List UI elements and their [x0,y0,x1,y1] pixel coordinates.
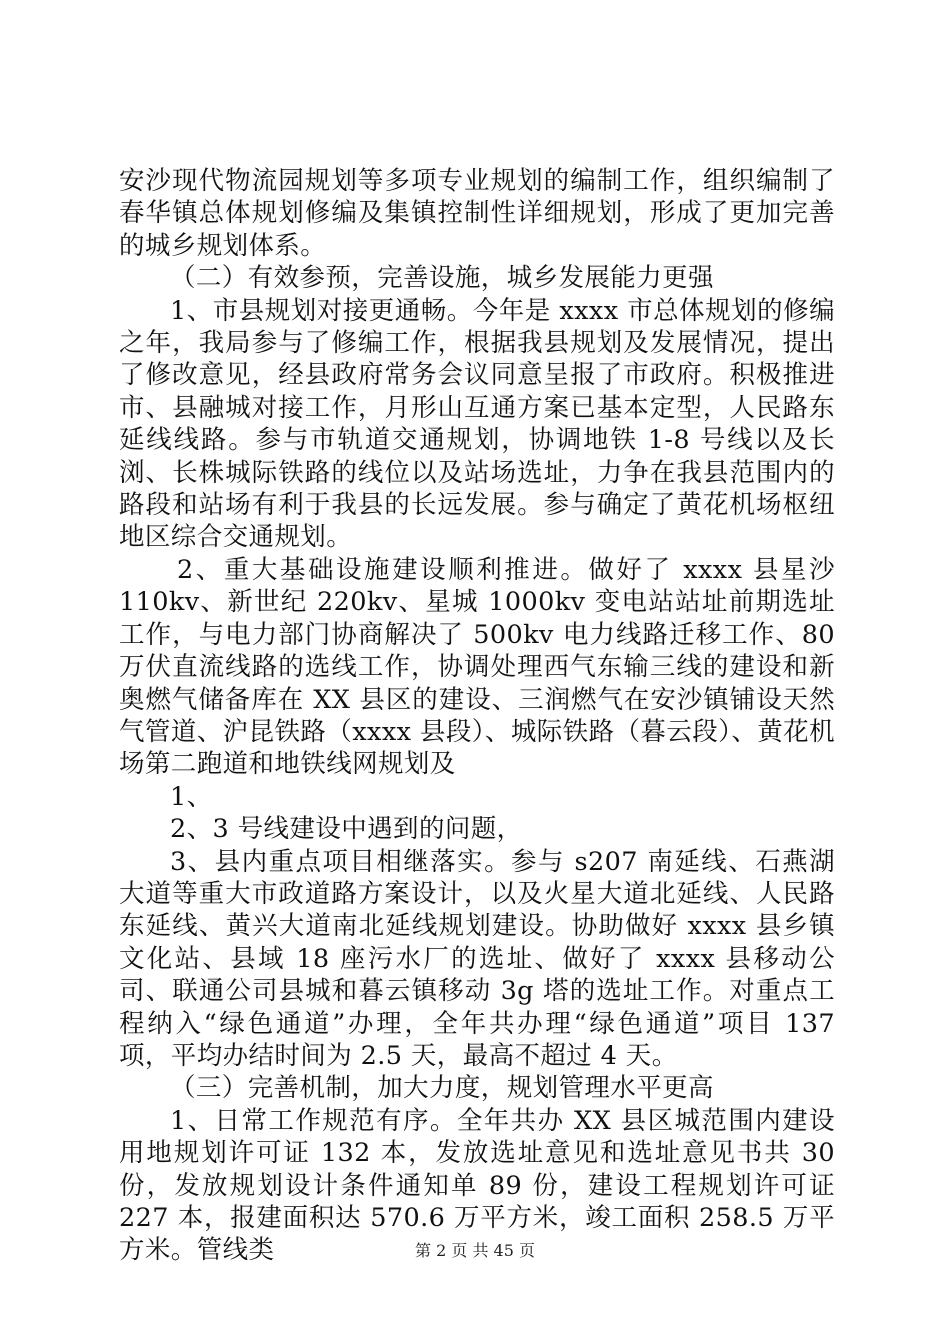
paragraph-fragment-1: 1、 [170,781,213,812]
paragraph-item-1: 1、市县规划对接更通畅。今年是 xxxx 市总体规划的修编之年，我局参与了修编工作，根据我县规划及发展情况，提出了修改意见，经县政府常务会议同意呈报了市政府。积极推进市、县融城对接工作，月形山互通方案已基本定型，人民路东延线线路。参与市轨道交通规划，协调地铁 1-8 号线以及长浏、长株城际铁路的线位以及站场选址，力争在我县范围内的路段和站场有利于我县的长远发展。参与确定了黄花机场枢纽地区综合交通规划。 [119,295,835,553]
paragraph-item-1-section-3: 1、日常工作规范有序。全年共办 XX 县区城范围内建设用地规划许可证 132 本，发放选址意见和选址意见书共 30 份，发放规划设计条件通知单 89 份，建设工程规划许可证 227 本，报建面积达 570.6 万平方米，竣工面积 258.5 万平方米。管线类 [119,1105,835,1266]
paragraph-item-2: 2、重大基础设施建设顺利推进。做好了 xxxx 县星沙 110kv、新世纪 220kv、星城 1000kv 变电站站址前期选址工作，与电力部门协商解决了 500kv 电力线路迁移工作、80 万伏直流线路的选线工作，协调处理西气东输三线的建设和新奥燃气储备库在 XX 县区的建设、三润燃气在安沙镇铺设天然气管道、沪昆铁路（xxxx 县段）、城际铁路（暮云段）、黄花机场第二跑道和地铁线网规划及 [119,554,835,780]
section-heading-3: （三）完善机制，加大力度，规划管理水平更高 [170,1073,714,1104]
document-body [119,165,835,1267]
paragraph-item-3: 3、县内重点项目相继落实。参与 s207 南延线、石燕湖大道等重大市政道路方案设计，以及火星大道北延线、人民路东延线、黄兴大道南北延线规划建设。协助做好 xxxx 县乡镇文化站、县域 18 座污水厂的选址、做好了 xxxx 县移动公司、联通公司县城和暮云镇移动 3g 塔的选址工作。对重点工程纳入“绿色通道”办理，全年共办理“绿色通道”项目 137 项，平均办结时间为 2.5 天，最高不超过 4 天。 [119,846,835,1071]
paragraph-fragment-2: 2、3 号线建设中遇到的问题， [170,814,523,845]
section-heading-2: （二）有效参预，完善设施，城乡发展能力更强 [170,263,714,294]
page-footer: 第 2 页 共 45 页 [415,1241,535,1260]
paragraph-continued: 安沙现代物流园规划等多项专业规划的编制工作，组织编制了春华镇总体规划修编及集镇控制性详细规划，形成了更加完善的城乡规划体系。 [119,166,835,261]
